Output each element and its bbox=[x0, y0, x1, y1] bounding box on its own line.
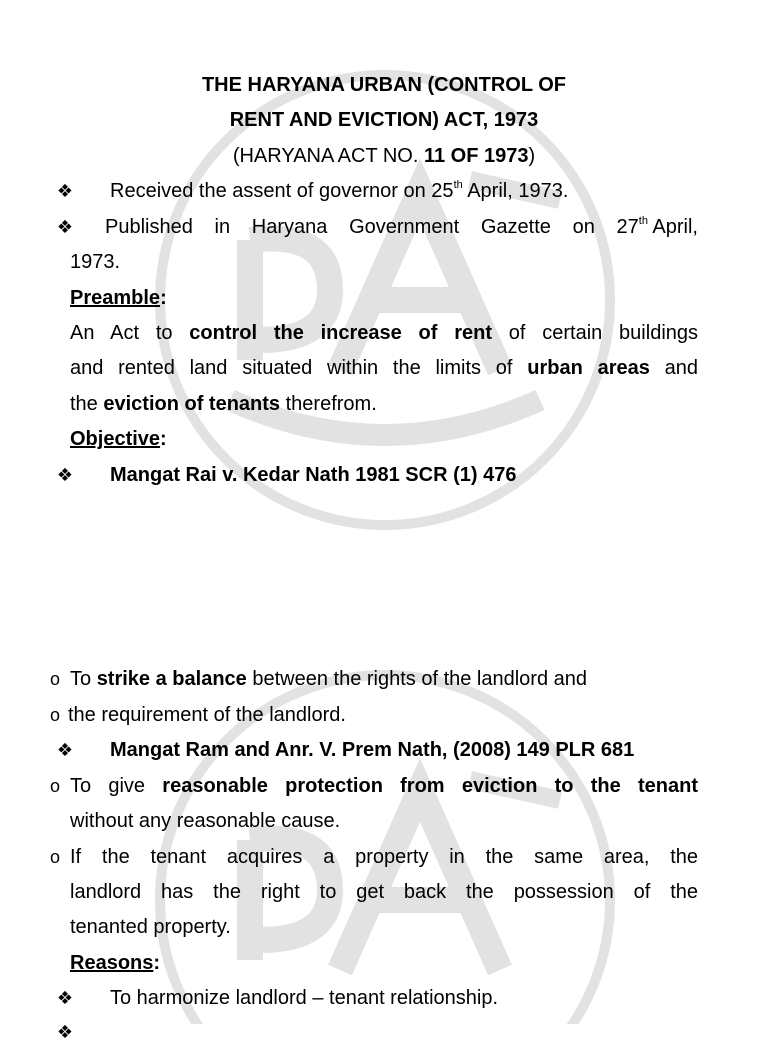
circle-bullet-icon: o bbox=[50, 847, 61, 867]
diamond-bullet-icon: ❖ bbox=[56, 465, 74, 485]
gazette-item-cont: 1973. bbox=[70, 251, 121, 273]
objective-case: ❖ Mangat Rai v. Kedar Nath 1981 SCR (1) 476 bbox=[0, 457, 768, 493]
title-line-2: RENT AND EVICTION) ACT, 1973 bbox=[229, 109, 539, 131]
diamond-bullet-icon: ❖ bbox=[56, 181, 74, 201]
circle-bullet-icon: o bbox=[50, 705, 61, 725]
gazette-item bbox=[0, 209, 768, 245]
point-acquires: o If the tenant acquires a property in the same area, the bbox=[0, 839, 768, 875]
act-number-line: (HARYANA ACT NO. 11 OF 1973) bbox=[232, 145, 536, 167]
title-line-1: THE HARYANA URBAN (CONTROL OF bbox=[201, 74, 567, 96]
diamond-bullet-icon: ❖ bbox=[56, 988, 74, 1008]
point-protection-cont: without any reasonable cause. bbox=[70, 810, 341, 832]
point-requirement: o the requirement of the landlord. bbox=[0, 697, 768, 733]
preamble-heading: Preamble: bbox=[70, 287, 167, 309]
circle-bullet-icon: o bbox=[50, 776, 61, 796]
reason-2-partial bbox=[0, 1014, 768, 1050]
point-acquires-cont-1: landlord has the right to get back the possession of the bbox=[70, 881, 698, 903]
diamond-bullet-icon: ❖ bbox=[56, 217, 74, 237]
point-acquires-cont-2: tenanted property. bbox=[70, 916, 231, 938]
point-protection: o To give reasonable protection from eviction to the tenant bbox=[0, 768, 768, 804]
preamble-line-2: and rented land situated within the limits of urban areas and bbox=[70, 357, 698, 379]
objective-heading: Objective: bbox=[70, 428, 167, 450]
assent-text: Received the assent of governor on 25th April, 1973. bbox=[110, 179, 569, 202]
preamble-line-1: An Act to control the increase of rent of certain buildings bbox=[70, 322, 699, 344]
case-2: ❖ Mangat Ram and Anr. V. Prem Nath, (2008) 149 PLR 681 bbox=[0, 732, 768, 768]
preamble-line-3: the eviction of tenants therefrom. bbox=[70, 393, 377, 415]
gazette-text: Published in Haryana Government Gazette on 27th April, bbox=[105, 215, 698, 238]
assent-item bbox=[0, 173, 768, 209]
diamond-bullet-icon: ❖ bbox=[56, 740, 74, 760]
reason-1: ❖ To harmonize landlord – tenant relationship. bbox=[0, 980, 768, 1016]
act-number: 11 OF 1973 bbox=[423, 145, 529, 167]
point-strike-balance: o To strike a balance between the rights of the landlord and bbox=[0, 661, 768, 697]
diamond-bullet-icon: ❖ bbox=[56, 1022, 74, 1042]
circle-bullet-icon: o bbox=[50, 669, 61, 689]
reasons-heading: Reasons: bbox=[70, 952, 161, 974]
